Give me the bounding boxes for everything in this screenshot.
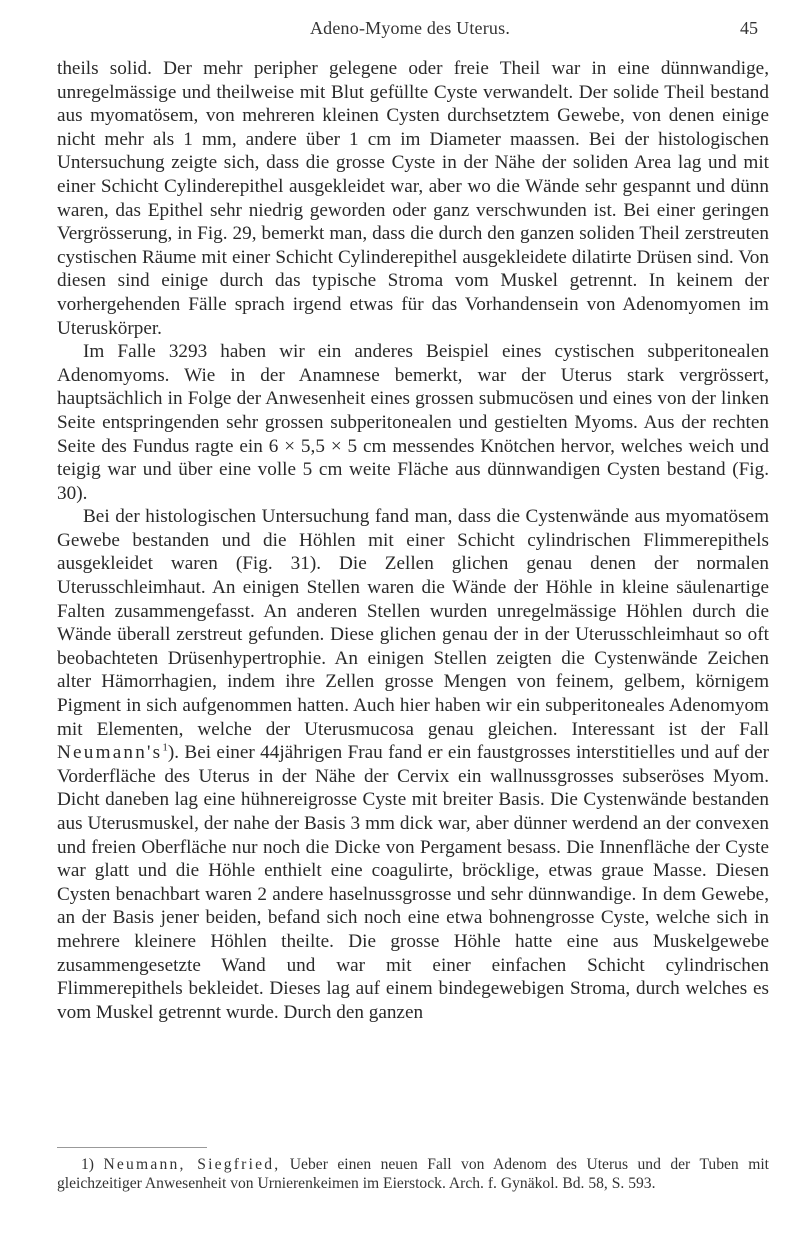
running-title: Adeno-Myome des Uterus.: [309, 18, 511, 38]
paragraph-1: theils solid. Der mehr peripher gelegene oder freie Theil war in eine dünnwandige, unregelmässige und theilweise mit Blut gefüllte Cyste verwandelt. Der solide Theil bestand aus myomatösem, von mehreren kleinen Cysten durchsetztem Gewebe, von denen einige nicht mehr als 1 mm, andere über 1 cm im Diameter maassen. Bei der histologischen Untersuchung zeigte sich, dass die grosse Cyste in der Nähe der soliden Area lag und mit einer Schicht Cylinderepithel ausgekleidet war, aber wo die Wände sehr gespannt und dünn waren, das Epithel sehr niedrig geworden oder ganz verschwunden ist. Bei einer geringen Vergrösserung, in Fig. 29, bemerkt man, dass die durch den ganzen soliden Theil zerstreuten cystischen Räume mit einer Schicht Cylinderepithel ausgekleidete dilatirte Drüsen sind. Von diesen sind einige durch das typische Stroma vom Muskel getrennt. In keinem der vorhergehenden Fälle sprach irgend etwas für das Vorhandensein von Adenomyomen im Uteruskörper.: [57, 58, 769, 339]
paragraph-2: Im Falle 3293 haben wir ein anderes Beispiel eines cystischen subperitonealen Adenomyoms. Wie in der Anamnese bemerkt, war der Uterus stark vergrössert, hauptsächlich in Folge der Anwesenheit eines grossen submucösen und eines von der linken Seite entspringenden sehr grossen subperitonealen und gestielten Myoms. Aus der rechten Seite des Fundus ragte ein 6 × 5,5 × 5 cm messendes Knötchen hervor, welches weich und teigig war und über eine volle 5 cm weite Fläche aus dünnwandigen Cysten bestand (Fig. 30).: [57, 341, 769, 504]
cited-author-name: Neumann's: [57, 742, 163, 764]
footnote-reference: 1: [162, 741, 168, 754]
running-head: [60, 18, 760, 42]
footnote-author: Neumann, Siegfried,: [103, 1156, 281, 1173]
paragraph-3-part-2: ). Bei einer 44jährigen Frau fand er ein faustgrosses interstitielles und auf der Vorderfläche des Uterus in der Nähe der Cervix ein wallnussgrosses subseröses Myom. Dicht daneben lag eine hühnereigrosse Cyste mit breiter Basis. Die Cystenwände bestanden aus Uterusmuskel, der nahe der Basis 3 mm dick war, aber dünner werdend an der convexen und freien Oberfläche nur noch die Dicke von Pergament besass. Die Innenfläche der Cyste war glatt und die Höhle enthielt eine coagulirte, bröcklige, etwas graue Masse. Diesen Cysten benachbart waren 2 andere haselnussgrosse und sehr dünnwandige. In dem Gewebe, an der Basis jener beiden, befand sich noch eine etwa bohnengrosse Cyste, welche sich in mehrere kleinere Höhlen theilte. Die grosse Höhle hatte eine aus Muskelgewebe zusammengesetzte Wand und war mit einer einfachen Schicht cylindrischen Flimmerepithels bekleidet. Dieses lag auf einem bindegewebigen Stroma, durch welches es vom Muskel getrennt wurde. Durch den ganzen: [57, 742, 769, 1023]
footnote: [57, 1155, 769, 1193]
paragraph-3: [57, 505, 769, 1024]
footnote-marker: 1): [81, 1156, 94, 1173]
footnote-text: Ueber einen neuen Fall von Adenom des Uterus und der Tuben mit gleichzeitiger Anwesenheit von Urnierenkeimen im Eierstock. Arch. f. Gynäkol. Bd. 58, S. 593.: [57, 1156, 769, 1192]
paragraph-3-part-1: Bei der histologischen Untersuchung fand man, dass die Cystenwände aus myomatösem Gewebe bestanden und die Höhlen mit einer Schicht cylindrischen Flimmerepithels ausgekleidet waren (Fig. 31). Die Zellen glichen genau denen der normalen Uterusschleimhaut. An einigen Stellen waren die Wände der Höhle in kleine säulenartige Falten zusammengefasst. An anderen Stellen wurden unregelmässige Höhlen durch die Wände überall zerstreut gefunden. Diese glichen genau der in der Uterusschleimhaut so oft beobachteten Drüsenhypertrophie. An einigen Stellen zeigten die Cystenwände Zeichen alter Hämorrhagien, indem ihre Zellen grosse Mengen von feinem, gelbem, körnigem Pigment in sich aufgenommen hatten. Auch hier haben wir ein subperitoneales Adenomyom mit Elementen, welche der Uterusmucosa genau gleichen. Interessant ist der Fall: [57, 506, 769, 740]
footnote-divider: [57, 1147, 207, 1148]
body-text: [57, 57, 769, 1024]
page-number: 45: [740, 18, 758, 38]
